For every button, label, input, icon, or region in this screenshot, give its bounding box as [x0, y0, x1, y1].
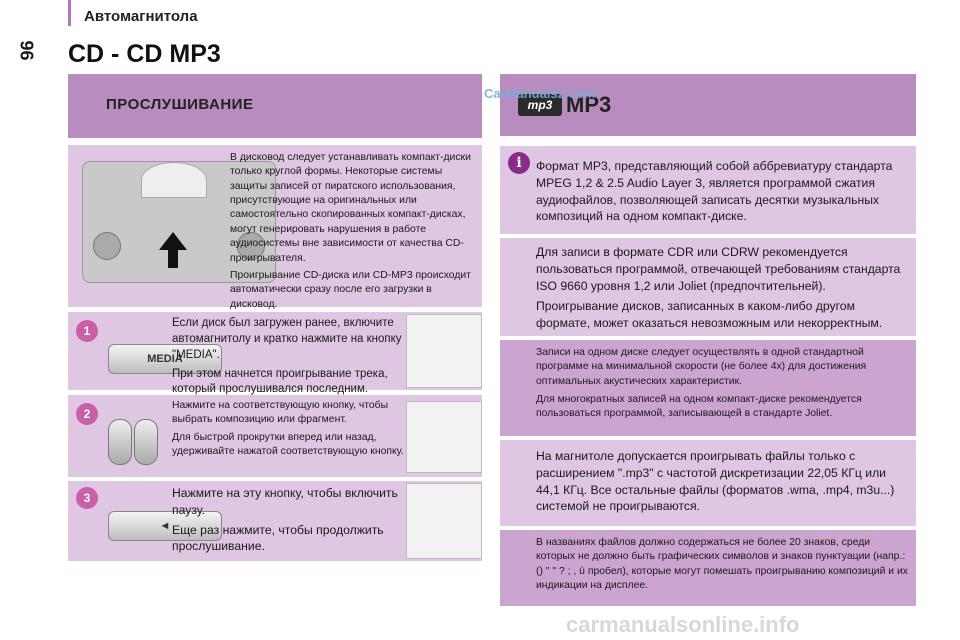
- step-1-text: [172, 316, 408, 401]
- cdr-text: [536, 244, 908, 336]
- recording-text: [536, 346, 908, 426]
- info-paragraph: Формат MP3, представляющий собой аббревиатуру стандарта MPEG 1,2 & 2.5 Audio Layer 3, является программой сжатия аудиофайлов, позволяющей записать десятки музыкальных композиций на одном компакт-диске.: [536, 159, 893, 224]
- recording-paragraph-2: Для многократных записей на одном компакт-диске рекомендуется пользоваться программой, записывающей в стандарте Joliet.: [536, 394, 862, 420]
- step-1: [68, 312, 482, 396]
- recording-paragraph-1: Записи на одном диске следует осуществлять в одной стандартной программе на минимальной скорости (не более 4х) для достижения оптимальных акустических характеристик.: [536, 347, 867, 387]
- page-title: CD - CD MP3: [68, 40, 221, 68]
- intro-panel: [68, 145, 482, 310]
- info-box-cdr: [500, 238, 916, 336]
- info-box-formats: [500, 440, 916, 526]
- info-icon: i: [508, 152, 530, 174]
- radio-pause-image: [406, 483, 482, 559]
- insert-arrow-icon: [159, 232, 187, 250]
- step-3: [68, 481, 482, 561]
- step-number: 3: [76, 487, 98, 509]
- prev-track-button: [108, 419, 132, 465]
- chapter-title: Автомагнитола: [84, 8, 198, 25]
- cdr-paragraph-1: Для записи в формате CDR или CDRW рекомендуется пользоваться программой, отвечающей требованиям стандарта ISO 9660 уровня 1,2 или Joliet (предпочтительней).: [536, 245, 901, 293]
- listening-header: [68, 74, 482, 138]
- next-track-button: [134, 419, 158, 465]
- page-number: 96: [16, 40, 37, 61]
- listening-header-text: ПРОСЛУШИВАНИЕ: [106, 96, 254, 113]
- info-box-mp3: [500, 146, 916, 234]
- cd-disc-icon: [141, 162, 207, 198]
- insert-arrow-stem: [168, 250, 178, 268]
- mp3-header: [500, 74, 916, 136]
- step-3-paragraph-2: Еще раз нажмите, чтобы продолжить прослушивание.: [172, 522, 384, 554]
- watermark: CarManuals2.com: [484, 86, 596, 101]
- mp3-title: MP3: [566, 92, 612, 117]
- step-2: [68, 395, 482, 477]
- radio-buttons-image: [406, 401, 482, 473]
- step-2-paragraph-2: Для быстрой прокрутки вперед или назад, удерживайте нажатой соответствующую кнопку.: [172, 431, 404, 458]
- filenames-paragraph: В названиях файлов должно содержаться не более 20 знаков, среди которых не должно быть графических символов и знаков пунктуации (напр.: () " " ? ; , ù пробел), которые могут помешать проигрыванию композиций и их индикации на дисплее.: [536, 537, 908, 592]
- formats-text: [536, 448, 908, 519]
- info-box-filenames: [500, 530, 916, 606]
- step-1-paragraph-1: Если диск был загружен ранее, включите автомагнитолу и кратко нажмите на кнопку "MEDIA".: [172, 317, 402, 361]
- radio-panel-image: [406, 314, 482, 388]
- intro-paragraph-2: Проигрывание CD-диска или CD-MP3 происходит автоматически сразу после его загрузки в дисковод.: [230, 269, 471, 310]
- media-button: MEDIA: [108, 344, 222, 374]
- chapter-bar: [68, 0, 71, 26]
- filenames-text: [536, 536, 908, 597]
- step-number: 2: [76, 403, 98, 425]
- intro-text: [230, 151, 478, 315]
- info-text: [536, 158, 908, 229]
- step-1-paragraph-2: При этом начнется проигрывание трека, который прослушивался последним.: [172, 367, 388, 396]
- intro-paragraph-1: В дисковод следует устанавливать компакт-диски только круглой формы. Некоторые системы защиты записей от пиратского использования, присутствующие на оригинальных или самостоятельно скопированных компакт-дисках, могут генерировать нарушения в работе аудиосистемы вне зависимости от качества CD-проигрывателя.: [230, 152, 471, 264]
- mp3-logo-icon: mp3: [518, 94, 562, 116]
- cdr-paragraph-2: Проигрывание дисков, записанных в каком-либо другом формате, может оказаться невозможным или некорректным.: [536, 299, 883, 331]
- step-3-paragraph-1: Нажмите на эту кнопку, чтобы включить паузу.: [172, 486, 398, 517]
- footer-watermark: carmanualsonline.info: [566, 612, 800, 637]
- info-box-recording: [500, 340, 916, 436]
- step-3-text: [172, 485, 408, 558]
- pause-button: ◄: [108, 511, 222, 541]
- step-2-paragraph-1: Нажмите на соответствующую кнопку, чтобы выбрать композицию или фрагмент.: [172, 400, 389, 426]
- step-number: 1: [76, 320, 98, 342]
- formats-paragraph: На магнитоле допускается проигрывать файлы только с расширением ".mp3" с частотой дискретизации 22,05 КГц или 44,1 КГц. Все остальные файлы (форматов .wma, .mp4, m3u...) системой не проигрываются.: [536, 449, 895, 514]
- step-2-text: [172, 399, 408, 462]
- knob-left-icon: [93, 232, 121, 260]
